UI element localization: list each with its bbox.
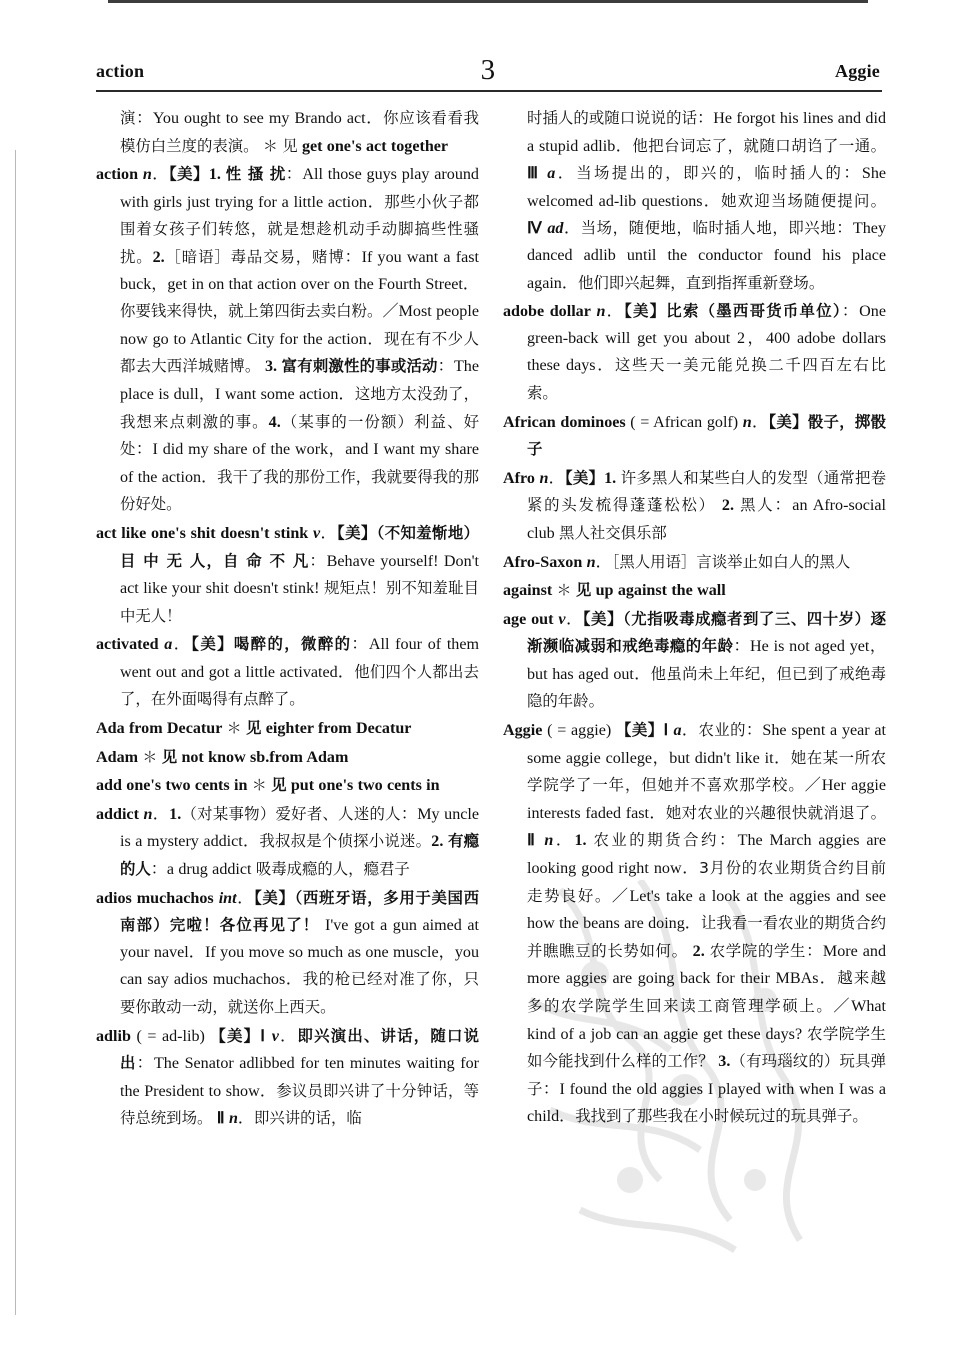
dictionary-entry-african-dominoes: African dominoes ( = African golf) n．【美】骰子，掷骰子 <box>503 412 886 459</box>
dictionary-entry-adlib: adlib ( = ad-lib) 【美】Ⅰ v．即兴演出、讲话，随口说出：The Senator adlibbed for ten minutes waiting for the President to show．参议员即兴讲了十分钟话，等待总统到场。 Ⅱ n．即兴讲的话，临 <box>96 1026 479 1128</box>
scan-left-margin-line <box>15 150 16 1315</box>
dictionary-entry-afro: Afro n．【美】1. 许多黑人和某些白人的发型（通常把卷紧的头发梳得蓬蓬松松） 2. 黑人：an Afro-social club 黑人社交俱乐部 <box>503 468 886 542</box>
column-right <box>503 105 886 1133</box>
dictionary-entry-action: action n．【美】1. 性 搔 扰：All those guys play around with girls just trying for a little action．那些小伙子都围着女孩子们转悠，就是想趁机动手动脚搞些性骚扰。2.［暗语］毒品交易，赌博：If you want a fast buck，get in on that action over on the Fourth Street．你要钱来得快，就上第四街去卖白粉。／Most people now go to Atlantic City for the action．现在有不少人都去大西洋城赌博。 3. 富有刺激性的事或活动：The place is dull，I want some action．这地方太没劲了，我想来点刺激的事。4.（某事的一份额）利益、好处：I did my share of the work，and I want my share of the action．我干了我的那份工作，我就要得我的那份好处。 <box>96 165 479 514</box>
dictionary-entry-adobe-dollar: adobe dollar n．【美】比索（墨西哥货币单位）：One green-back will get you about 2，400 adobe dollars these days．这些天一美元能兑换二千四百左右比索。 <box>503 302 886 402</box>
dictionary-entry-aggie: Aggie ( = aggie) 【美】Ⅰ a．农业的：She spent a year at some aggie college，but didn't like it．她在某一所农学院学了一年，但她并不喜欢那学校。／Her aggie interests faded fast．她对农业的兴趣很快就消退了。 Ⅱ n．1. 农业的期货合约：The March aggies are looking good right now．3月份的农业期货合约目前走势良好。／Let's take a look at the aggies and see how the beans are doing．让我看一看农业的期货合约并瞧瞧豆的长势如何。 2. 农学院的学生：More and more aggies are going back for their MBAs．越来越多的农学院学生回来读工商管理学硕上。／What kind of a job can an aggie get these days? 农学院学生如今能找到什么样的工作？ 3.（有玛瑙纹的）玩具弹子：I found the old aggies I played with when I was a child．我找到了那些我在小时候玩过的玩具弹子。 <box>503 721 887 1126</box>
header-divider-rule <box>96 90 882 92</box>
dictionary-entry-against: against ＊ 见 up against the wall <box>503 581 726 600</box>
page-columns <box>96 105 886 1133</box>
scan-edge-artifact <box>108 0 868 3</box>
dictionary-entry-activated: activated a．【美】喝醉的，微醉的：All four of them went out and got a little activated．他们四个人都出去了，在外面喝得有点醉了。 <box>96 635 479 709</box>
dictionary-entry-age-out: age out v．【美】（尤指吸毒成瘾者到了三、四十岁）逐渐濒临减弱和戒绝毒瘾的年龄：He is not aged yet，but has aged out．他虽尚未上年纪，但已到了戒绝毒隐的年龄。 <box>503 609 887 711</box>
dictionary-entry-afro-saxon: Afro-Saxon n．［黑人用语］言谈举止如白人的黑人 <box>503 552 851 571</box>
running-head <box>96 54 880 88</box>
page-number: 3 <box>480 54 496 86</box>
dictionary-entry-addict: addict n．1.（对某事物）爱好者、人迷的人：My uncle is a mystery addict．我叔叔是个侦探小说迷。2. 有瘾的人：a drug addict 吸毒成瘾的人，瘾君子 <box>96 804 480 879</box>
dictionary-entry-adam: Adam ＊ 见 not know sb.from Adam <box>96 747 349 766</box>
running-head-left: action <box>96 61 145 81</box>
entry-continuation-act-continuation: 演：You ought to see my Brando act．你应该看看我模仿白兰度的表演。 ＊ 见 get one's act together <box>120 109 479 155</box>
dictionary-entry-add-one-s-two-cents-in: add one's two cents in ＊ 见 put one's two cents in <box>96 776 440 795</box>
running-head-right: Aggie <box>835 61 880 81</box>
dictionary-entry-act-like-one-s-shit-doesn-t-stink: act like one's shit doesn't stink v．【美】（不知羞惭地）目 中 无 人，自 命 不 凡：Behave yourself! Don't act like your shit doesn't stink! 规矩点！别不知羞耻目中无人！ <box>96 523 479 625</box>
dictionary-entry-adios-muchachos: adios muchachos int．【美】（西班牙语，多用于美国西南部）完啦！各位再见了！ I've got a gun aimed at your navel．If you move so much as one muscle，you can say adios muchachos．我的枪已经对准了你，只要你敢动一动，就送你上西天。 <box>96 888 480 1016</box>
dictionary-entry-ada-from-decatur: Ada from Decatur ＊ 见 eighter from Decatur <box>96 719 412 738</box>
entry-continuation-adlib-continuation: 时插人的或随口说说的话：He forgot his lines and did a stupid adlib．他把台词忘了，就随口胡诌了一通。 Ⅲ a．当场提出的，即兴的，临时插人的：She welcomed ad-lib questions．她欢迎当场随便提问。 Ⅳ ad．当场，随便地，临时插人地，即兴地：They danced adlib until the conductor found his place again．他们即兴起舞，直到指挥重新登场。 <box>527 109 887 292</box>
column-left <box>96 105 479 1133</box>
